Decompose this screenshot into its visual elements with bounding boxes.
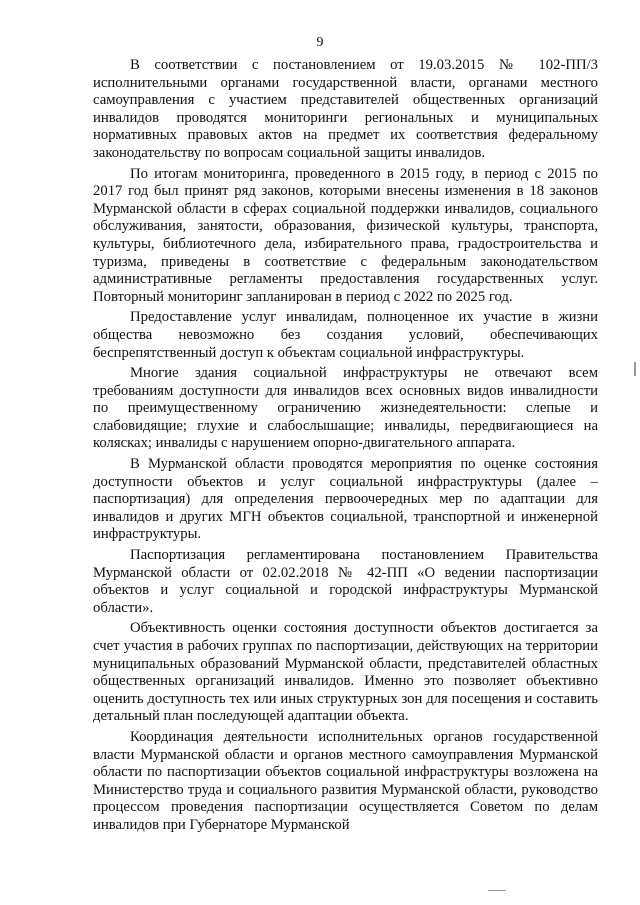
document-body	[93, 57, 598, 835]
scan-bottom-mark	[488, 890, 506, 891]
paragraph-assessment-objectivity: Объективность оценки состояния доступности объектов достигается за счет участия в рабочих группах по паспортизации, действующих на территории муниципальных образований Мурманской области, представителей областных общественных организаций инвалидов. Именно это позволяет объективно оценить доступность тех или иных структурных зон для посещения и составить детальный план последующей адаптации объекта.	[93, 620, 598, 725]
scan-edge-mark	[634, 362, 636, 376]
paragraph-coordination: Координация деятельности исполнительных органов государственной власти Мурманской области и органов местного самоуправления Мурманской области по паспортизации объектов социальной инфраструктуры возложена на Министерство труда и социального развития Мурманской области, руководство процессом проведения паспортизации осуществляется Советом по делам инвалидов при Губернаторе Мурманской	[93, 728, 598, 833]
paragraph-service-provision: Предоставление услуг инвалидам, полноценное их участие в жизни общества невозможно без создания условий, обеспечивающих беспрепятственный доступ к объектам социальной инфраструктуры.	[93, 309, 598, 361]
paragraph-accessibility-assessment: В Мурманской области проводятся мероприятия по оценке состояния доступности объектов и услуг социальной инфраструктуры (далее – паспортизация) для определения первоочередных мер по адаптации для инвалидов и других МГН объектов социальной, транспортной и инженерной инфраструктуры.	[93, 456, 598, 543]
page-number: 9	[316, 35, 324, 50]
paragraph-accessibility-requirements: Многие здания социальной инфраструктуры не отвечают всем требованиям доступности для инвалидов всех основных видов инвалидности по преимущественному ограничению жизнедеятельности: слепые и слабовидящие; глухие и слабослышащие; инвалиды, передвигающиеся на колясках; инвалиды с нарушением опорно-двигательного аппарата.	[93, 365, 598, 452]
paragraph-monitoring-resolution: В соответствии с постановлением от 19.03.2015 № 102-ПП/3 исполнительными органами государственной власти, органами местного самоуправления с участием представителей общественных организаций инвалидов проводятся мониторинги региональных и муниципальных нормативных правовых актов на предмет их соответствия федеральному законодательству по вопросам социальной защиты инвалидов.	[93, 57, 598, 161]
paragraph-monitoring-results: По итогам мониторинга, проведенного в 2015 году, в период с 2015 по 2017 год был принят ряд законов, которыми внесены изменения в 18 законов Мурманской области в сферах социальной поддержки инвалидов, социального обслуживания, занятости, образования, физической культуры, транспорта, культуры, библиотечного дела, избирательного права, градостроительства и туризма, приведены в соответствие с федеральным законодательством административные регламенты предоставления государственных услуг. Повторный мониторинг запланирован в период с 2022 по 2025 год.	[93, 165, 598, 305]
paragraph-passportization-regulation: Паспортизация регламентирована постановлением Правительства Мурманской области от 02.02.2018 № 42-ПП «О ведении паспортизации объектов и услуг социальной и городской инфраструктуры Мурманской области».	[93, 547, 598, 616]
